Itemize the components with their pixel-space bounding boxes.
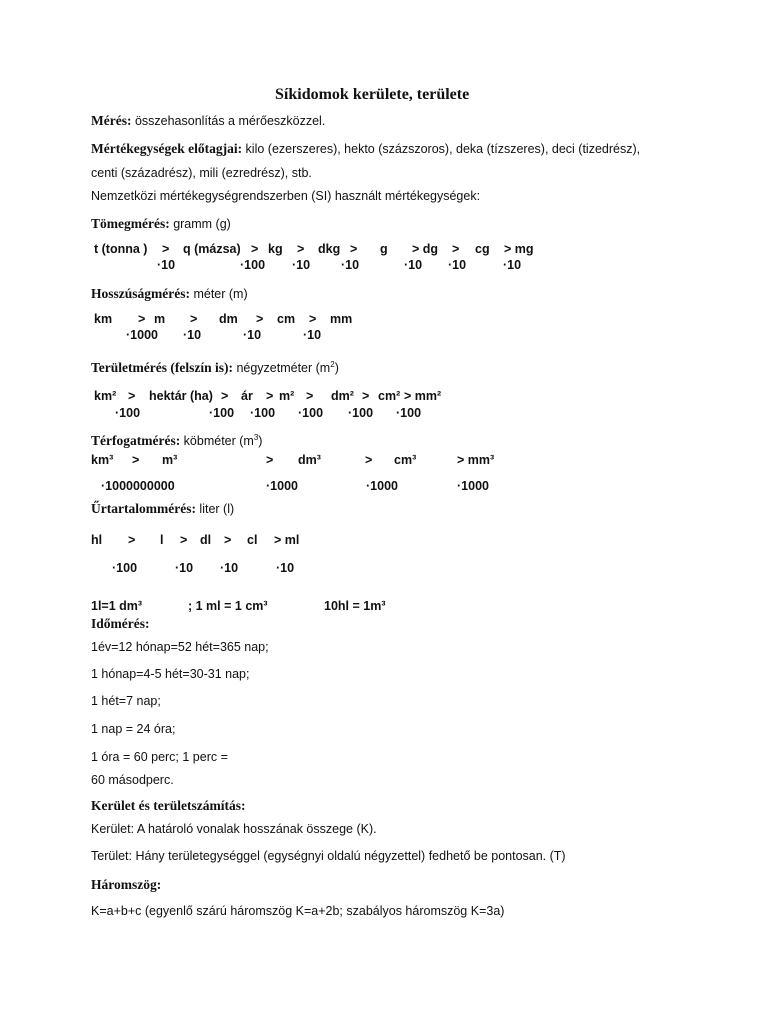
hossz-unit-3: > [190, 312, 198, 326]
tomeg-unit-0: t (tonna ) [94, 242, 148, 256]
urtartalom-unit-1: > [128, 533, 136, 547]
equivalent-milliliter: ; 1 ml = 1 cm³ [188, 599, 268, 613]
terulet-unit-end: ) [334, 361, 339, 375]
terfogat-unit-7: > mm³ [457, 453, 495, 467]
terfogat-factor-3: ·1000 [457, 479, 489, 493]
tomeg-unit: gramm (g) [169, 217, 231, 231]
hossz-heading [91, 286, 248, 302]
tomeg-unit-1: > [162, 242, 170, 256]
ido-line-6: 60 másodperc. [91, 773, 174, 787]
tomeg-unit-9: > dg [412, 242, 439, 256]
tomeg-unit-11: cg [475, 242, 490, 256]
terfogat-unit-end: ) [258, 434, 263, 448]
terulet-heading [91, 360, 339, 376]
tomeg-label: Tömegmérés: [91, 216, 170, 231]
urtartalom-unit-7: > ml [274, 533, 300, 547]
hossz-unit-5: > [256, 312, 264, 326]
hossz-unit-6: cm [277, 312, 296, 326]
tomeg-unit-8: g [380, 242, 388, 256]
urtartalom-unit: liter (l) [195, 502, 235, 516]
terulet-factor-1: ·100 [209, 406, 235, 420]
terfogat-unit-sup: 3 [253, 432, 259, 442]
terulet-unit-3: > [221, 389, 229, 403]
terfogat-unit-0: km³ [91, 453, 114, 467]
si-intro: Nemzetközi mértékegységrendszerben (SI) használt mértékegységek: [91, 189, 481, 203]
hossz-unit-7: > [309, 312, 317, 326]
terulet-label: Területmérés (felszín is): [91, 360, 233, 375]
tomeg-factor-0: ·10 [157, 258, 176, 272]
hossz-unit-8: mm [330, 312, 353, 326]
terulet-unit-11: > mm² [404, 389, 442, 403]
terulet-unit-sup: 2 [330, 359, 335, 369]
ido-line-5: 1 óra = 60 perc; 1 perc = [91, 750, 228, 764]
terulet-unit: négyzetméter (m [232, 361, 331, 375]
kerulet-terulet-heading: Kerület és területszámítás: [91, 798, 246, 813]
terfogat-factor-2: ·1000 [366, 479, 398, 493]
ido-heading: Időmérés: [91, 616, 150, 631]
terulet-unit-7: > [306, 389, 314, 403]
tomeg-unit-12: > mg [504, 242, 534, 256]
meres-text: összehasonlítás a mérőeszközzel. [131, 114, 326, 128]
terfogat-unit-2: m³ [162, 453, 178, 467]
terfogat-factor-0: ·1000000000 [101, 479, 175, 493]
ido-line-3: 1 hét=7 nap; [91, 694, 161, 708]
tomeg-factor-3: ·10 [341, 258, 360, 272]
equivalent-liter: 1l=1 dm³ [91, 599, 143, 613]
hossz-factor-2: ·10 [243, 328, 262, 342]
terulet-unit-5: > [266, 389, 274, 403]
ido-line-4: 1 nap = 24 óra; [91, 722, 176, 736]
terfogat-unit: köbméter (m [180, 434, 254, 448]
equivalent-hectoliter: 10hl = 1m³ [324, 599, 386, 613]
urtartalom-factor-1: ·10 [175, 561, 194, 575]
hossz-label: Hosszúságmérés: [91, 286, 190, 301]
kerulet-definition: Kerület: A határoló vonalak hosszának összege (K). [91, 822, 377, 836]
hossz-unit-2: m [154, 312, 166, 326]
terfogat-unit-1: > [132, 453, 140, 467]
tomeg-unit-10: > [452, 242, 460, 256]
hossz-factor-1: ·10 [183, 328, 202, 342]
urtartalom-unit-4: dl [200, 533, 212, 547]
urtartalom-heading [91, 501, 234, 517]
tomeg-factor-2: ·10 [292, 258, 311, 272]
tomeg-unit-4: kg [268, 242, 283, 256]
meres-label: Mérés: [91, 113, 132, 128]
tomeg-factor-5: ·10 [448, 258, 467, 272]
haromszog-heading: Háromszög: [91, 877, 162, 892]
urtartalom-unit-0: hl [91, 533, 103, 547]
terulet-unit-9: > [362, 389, 370, 403]
terulet-unit-8: dm² [331, 389, 354, 403]
terfogat-label: Térfogatmérés: [91, 433, 181, 448]
terfogat-unit-3: > [266, 453, 274, 467]
tomeg-factor-6: ·10 [503, 258, 522, 272]
tomeg-unit-5: > [297, 242, 305, 256]
terulet-unit-6: m² [279, 389, 295, 403]
terulet-unit-2: hektár (ha) [149, 389, 213, 403]
urtartalom-unit-5: > [224, 533, 232, 547]
terulet-factor-2: ·100 [250, 406, 276, 420]
ido-line-1: 1év=12 hónap=52 hét=365 nap; [91, 640, 269, 654]
terfogat-heading [91, 433, 262, 449]
elotagok-label: Mértékegységek előtagjai: [91, 141, 243, 156]
urtartalom-label: Űrtartalommérés: [91, 501, 196, 516]
terulet-definition: Terület: Hány területegységgel (egységnyi oldalú négyzettel) fedhető be pontosan. (T) [91, 849, 566, 863]
terulet-unit-1: > [128, 389, 136, 403]
hossz-unit: méter (m) [189, 287, 248, 301]
hossz-factor-3: ·10 [303, 328, 322, 342]
haromszog-formula: K=a+b+c (egyenlő szárú háromszög K=a+2b; szabályos háromszög K=3a) [91, 904, 505, 918]
terfogat-unit-5: > [365, 453, 373, 467]
urtartalom-factor-0: ·100 [112, 561, 138, 575]
tomeg-factor-4: ·10 [404, 258, 423, 272]
terfogat-unit-6: cm³ [394, 453, 417, 467]
terfogat-factor-1: ·1000 [266, 479, 298, 493]
terulet-factor-4: ·100 [348, 406, 374, 420]
hossz-unit-4: dm [219, 312, 238, 326]
tomeg-factor-1: ·100 [240, 258, 266, 272]
elotagok-text-1: kilo (ezerszeres), hekto (százszoros), deka (tízszeres), deci (tizedrész), [242, 142, 641, 156]
terulet-unit-10: cm² [378, 389, 401, 403]
hossz-factor-0: ·1000 [126, 328, 158, 342]
urtartalom-unit-6: cl [247, 533, 258, 547]
tomeg-heading [91, 216, 231, 232]
terulet-unit-4: ár [241, 389, 253, 403]
tomeg-unit-7: > [350, 242, 358, 256]
tomeg-unit-3: > [251, 242, 259, 256]
terfogat-unit-4: dm³ [298, 453, 321, 467]
urtartalom-factor-2: ·10 [220, 561, 239, 575]
elotagok-line-2: centi (századrész), mili (ezredrész), stb. [91, 166, 312, 180]
terulet-factor-5: ·100 [396, 406, 422, 420]
ido-line-2: 1 hónap=4-5 hét=30-31 nap; [91, 667, 250, 681]
urtartalom-unit-3: > [180, 533, 188, 547]
terulet-factor-3: ·100 [298, 406, 324, 420]
tomeg-unit-2: q (mázsa) [183, 242, 241, 256]
tomeg-unit-6: dkg [318, 242, 341, 256]
hossz-unit-0: km [94, 312, 113, 326]
hossz-unit-1: > [138, 312, 146, 326]
terulet-unit-0: km² [94, 389, 117, 403]
urtartalom-unit-2: l [160, 533, 164, 547]
meres-line [91, 113, 325, 129]
urtartalom-factor-3: ·10 [276, 561, 295, 575]
terulet-factor-0: ·100 [115, 406, 141, 420]
elotagok-line-1 [91, 141, 640, 157]
page-title: Síkidomok kerülete, területe [275, 86, 470, 103]
